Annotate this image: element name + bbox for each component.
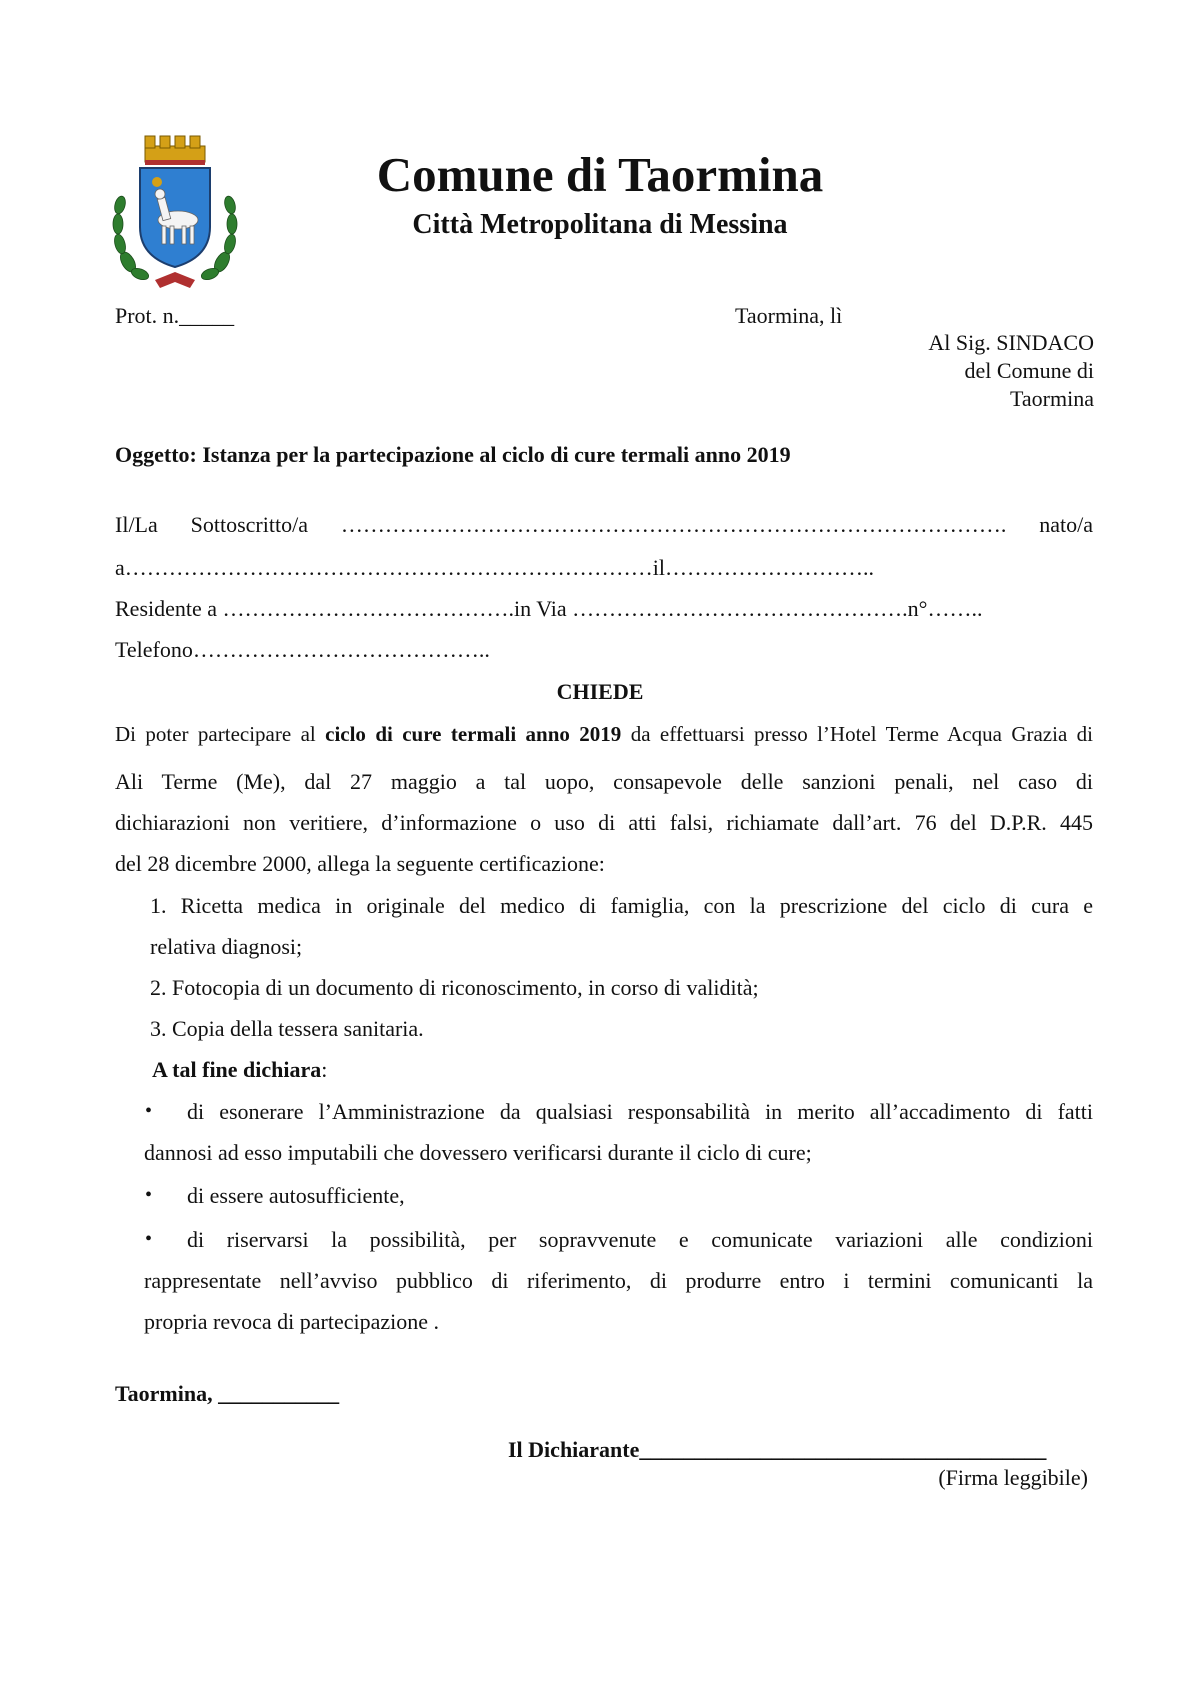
footer-place-date: Taormina, ___________ — [115, 1381, 340, 1406]
chiede-heading: CHIEDE — [556, 679, 644, 704]
form-line-name: Il/La Sottoscritto/a ………………………………………………………………………………. nato/a — [115, 512, 1094, 537]
bullet-icon: • — [145, 1100, 153, 1122]
page-subtitle: Città Metropolitana di Messina — [412, 209, 788, 240]
form-line-residence: Residente a ………………………………….in Via ……………………………………….n°…….. — [115, 596, 983, 621]
declare-3-line-1: di riservarsi la possibilità, per sopravvenute e comunicate variazioni alle condizioni — [187, 1227, 1093, 1252]
bullet-icon: • — [145, 1228, 153, 1250]
declare-3-line-3: propria revoca di partecipazione . — [144, 1309, 440, 1334]
form-line-birth: a………………………………………………………………il……………………….. — [115, 555, 874, 580]
list-item-2: 2. Fotocopia di un documento di riconoscimento, in corso di validità; — [150, 975, 759, 1000]
subject-line: Oggetto: Istanza per la partecipazione al ciclo di cure termali anno 2019 — [115, 442, 791, 467]
declare-1-line-2: dannosi ad esso imputabili che dovessero verificarsi durante il ciclo di cure; — [144, 1140, 812, 1165]
request-line-3: dichiarazioni non veritiere, d’informazione o uso di atti falsi, richiamate dall’art. 76 del D.P.R. 445 — [115, 810, 1093, 835]
form-line-phone: Telefono………………………………….. — [115, 637, 490, 662]
declare-3-line-2: rappresentate nell’avviso pubblico di riferimento, di produrre entro i termini comunicanti la — [144, 1268, 1093, 1293]
signer-line: Il Dichiarante_____________________________________ — [508, 1437, 1047, 1462]
request-line-2: Ali Terme (Me), dal 27 maggio a tal uopo, consapevole delle sanzioni penali, nel caso di — [115, 769, 1093, 794]
bullet-icon: • — [145, 1184, 153, 1206]
request-line-1: Di poter partecipare al ciclo di cure termali anno 2019 da effettuarsi presso l’Hotel Terme Acqua Grazia di — [115, 722, 1094, 746]
protocol-number: Prot. n._____ — [115, 303, 235, 328]
declares-heading: A tal fine dichiara: — [152, 1057, 328, 1082]
list-item-1-line-2: relativa diagnosi; — [150, 934, 303, 959]
signature-note: (Firma leggibile) — [938, 1465, 1088, 1490]
recipient-line-3: Taormina — [1010, 386, 1094, 411]
request-line-4: del 28 dicembre 2000, allega la seguente certificazione: — [115, 851, 605, 876]
declare-1-line-1: di esonerare l’Amministrazione da qualsiasi responsabilità in merito all’accadimento di fatti — [187, 1099, 1093, 1124]
page-title: Comune di Taormina — [376, 147, 824, 202]
recipient-line-2: del Comune di — [964, 358, 1094, 383]
list-item-1-line-1: 1. Ricetta medica in originale del medico di famiglia, con la prescrizione del ciclo di cura e — [150, 893, 1093, 918]
list-item-3: 3. Copia della tessera sanitaria. — [150, 1016, 424, 1041]
place-date: Taormina, lì — [735, 303, 843, 328]
recipient-line-1: Al Sig. SINDACO — [928, 330, 1094, 355]
declare-2: di essere autosufficiente, — [187, 1183, 405, 1208]
